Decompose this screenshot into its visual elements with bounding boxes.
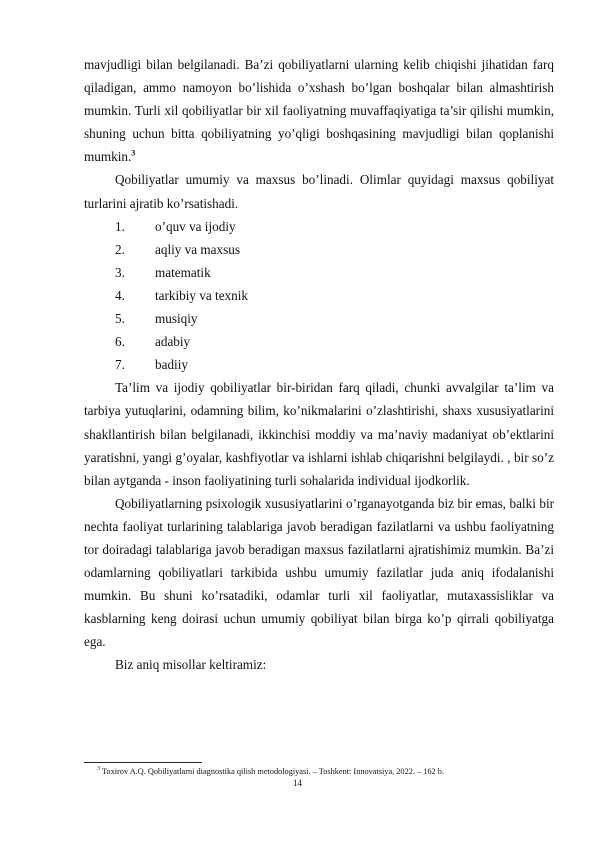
list-item-number: 4. xyxy=(115,287,125,303)
page-body xyxy=(84,53,554,677)
list-item-text: musiqiy xyxy=(155,311,198,327)
paragraph-2: Qobiliyatlar umumiy va maxsus bo’linadi. Olimlar quyidagi maxsus qobiliyat turlarini ajratib ko’rsatishadi. xyxy=(84,172,554,211)
ability-types-list xyxy=(84,215,554,377)
list-item xyxy=(84,330,554,353)
list-item-number: 3. xyxy=(115,264,125,280)
footnote xyxy=(84,766,554,777)
list-item-number: 2. xyxy=(115,241,125,257)
list-item-text: adabiy xyxy=(155,334,191,350)
list-item-text: tarkibiy va texnik xyxy=(155,287,249,303)
page-number: 14 xyxy=(293,778,302,788)
list-item-text: o’quv va ijodiy xyxy=(155,218,236,234)
list-item xyxy=(84,215,554,238)
paragraph-3: Ta’lim va ijodiy qobiliyatlar bir-biridan farq qiladi, chunki avvalgilar ta’lim va tarbiya yutuqlarini, odamning bilim, ko’nikmalarini o’zlashtirishi, shaxs xususiyatlarini shakllantirish bilan belgilanadi, ikkinchisi moddiy va ma’naviy madaniyat ob’ektlarini yaratishni, yangi g’oyalar, kashfiyotlar va ishlarni ishlab chiqarishni belgilaydi. , bir so’z bilan aytganda - inson faoliyatining turli sohalarida individual ijodkorlik. xyxy=(84,380,554,488)
list-item xyxy=(84,284,554,307)
list-item-text: badiiy xyxy=(155,357,188,373)
footnote-text: Toxirov A.Q. Qobiliyatlarni diagnostika qilish metodologiyasi. – Toshkent: Innovatsiya, 2022. – 162 b. xyxy=(101,767,444,776)
paragraph-1-text: mavjudligi bilan belgilanadi. Ba’zi qobiliyatlarni ularning kelib chiqishi jihatidan farq qiladigan, ammo namoyon bo’lishida o’xshash bo’lgan boshqalar bilan almashtirish mumkin. Turli xil qobiliyatlar bir xil faoliyatning muvaffaqiyatiga ta’sir qilishi mumkin, shuning uchun bitta qobiliyatning yo’qligi boshqasining mavjudligi bilan qoplanishi mumkin. xyxy=(84,57,554,165)
list-item-number: 5. xyxy=(115,311,125,327)
footnote-mark: 3 xyxy=(97,766,100,773)
list-item-number: 7. xyxy=(115,357,125,373)
paragraph-4: Qobiliyatlarning psixologik xususiyatlarini o’rganayotganda biz bir emas, balki bir nechta faoliyat turlarining talablariga javob beradigan fazilatlarni va ushbu faoliyatning tor doiradagi talablariga javob beradigan maxsus fazilatlarni ajratishimiz mumkin. Ba’zi odamlarning qobiliyatlari tarkibida ushbu umumiy fazilatlar juda aniq ifodalanishi mumkin. Bu shuni ko’rsatadiki, odamlar turli xil faoliyatlar, mutaxassisliklar va kasblarning keng doirasi uchun umumiy qobiliyat bilan birga ko’p qirrali qobiliyatga ega. xyxy=(84,495,554,650)
paragraph-1 xyxy=(84,53,554,168)
paragraph-5: Biz aniq misollar keltiramiz: xyxy=(115,657,267,673)
list-item-number: 1. xyxy=(115,218,125,234)
list-item xyxy=(84,353,554,376)
list-item xyxy=(84,261,554,284)
list-item xyxy=(84,238,554,261)
list-item xyxy=(84,307,554,330)
list-item-text: aqliy va maxsus xyxy=(155,241,240,257)
list-item-number: 6. xyxy=(115,334,125,350)
footnote-divider xyxy=(84,762,202,763)
list-item-text: matematik xyxy=(155,264,211,280)
footnote-reference: 3 xyxy=(131,148,136,158)
